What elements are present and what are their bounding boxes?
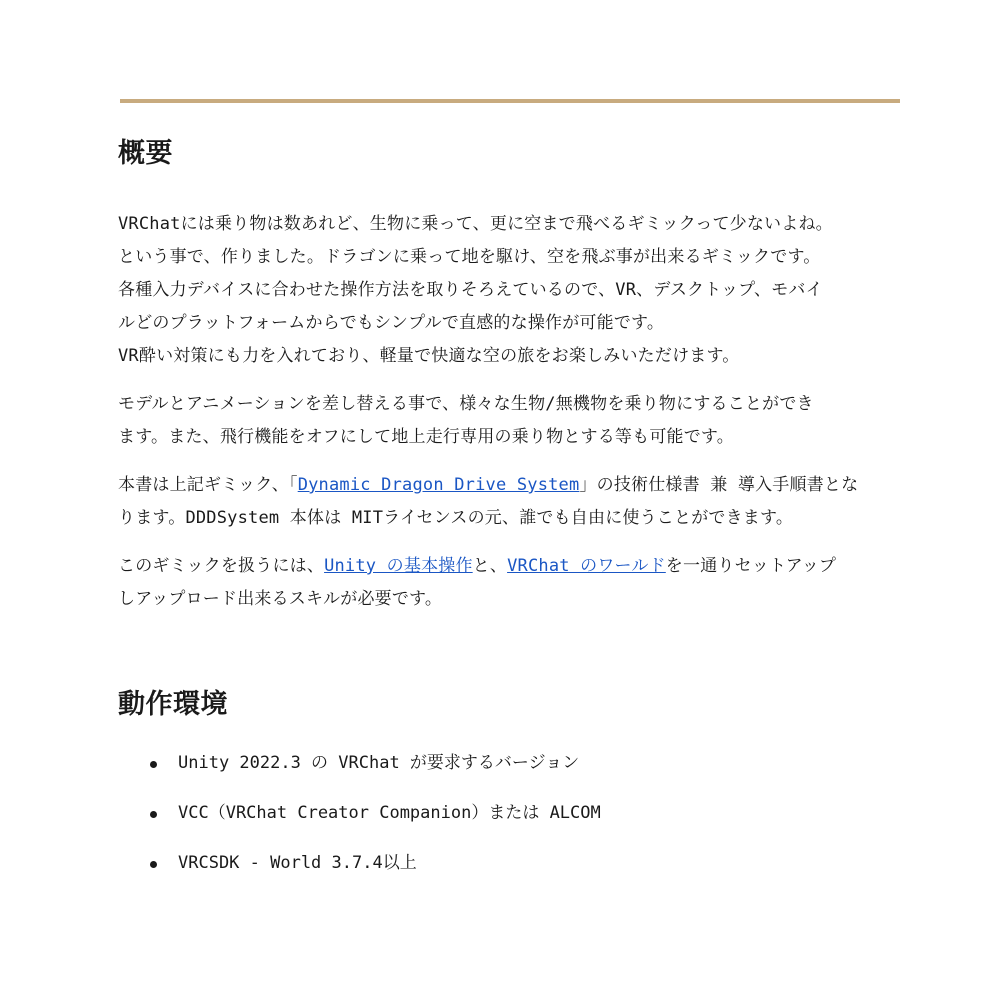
- list-item-text: Unity 2022.3 の VRChat が要求するバージョン: [178, 753, 580, 773]
- section-heading-environment: 動作環境: [118, 689, 228, 720]
- bullet-icon: [150, 761, 157, 768]
- overview-paragraph-2: [118, 388, 878, 454]
- section-heading-overview: 概要: [118, 138, 173, 169]
- paragraph-line: VRChatには乗り物は数あれど、生物に乗って、更に空まで飛べるギミックって少ないよね。: [118, 214, 833, 234]
- paragraph-line: VR酔い対策にも力を入れており、軽量で快適な空の旅をお楽しみいただけます。: [118, 346, 740, 366]
- overview-paragraph-1: [118, 208, 878, 373]
- overview-paragraph-4: [118, 550, 878, 616]
- overview-paragraph-3: [118, 469, 878, 535]
- paragraph-line: [118, 469, 878, 502]
- list-item: [118, 797, 878, 847]
- unity-basics-link[interactable]: Unity の基本操作: [324, 556, 473, 576]
- header-divider: [120, 99, 900, 103]
- list-item-text: VCC（VRChat Creator Companion）または ALCOM: [178, 803, 601, 823]
- environment-list: [118, 747, 878, 897]
- paragraph-line: ます。また、飛行機能をオフにして地上走行専用の乗り物とする等も可能です。: [118, 427, 734, 447]
- text-run: を一通りセットアップ: [665, 556, 837, 576]
- bullet-icon: [150, 811, 157, 818]
- list-item-text: VRCSDK - World 3.7.4以上: [178, 853, 417, 873]
- bullet-icon: [150, 861, 157, 868]
- text-run: 」の技術仕様書 兼 導入手順書とな: [579, 475, 859, 495]
- dynamic-dragon-drive-system-link[interactable]: Dynamic Dragon Drive System: [297, 475, 580, 495]
- paragraph-line: ります。DDDSystem 本体は MITライセンスの元、誰でも自由に使うことができます。: [118, 508, 794, 528]
- paragraph-line: しアップロード出来るスキルが必要です。: [118, 589, 443, 609]
- paragraph-line: モデルとアニメーションを差し替える事で、様々な生物/無機物を乗り物にすることができ: [118, 394, 814, 414]
- paragraph-line: という事で、作りました。ドラゴンに乗って地を駆け、空を飛ぶ事が出来るギミックです。: [118, 247, 821, 267]
- paragraph-line: 各種入力デバイスに合わせた操作方法を取りそろえているので、VR、デスクトップ、モバイ: [118, 280, 823, 300]
- list-item: [118, 747, 878, 797]
- paragraph-line: [118, 550, 878, 583]
- document-content: [118, 132, 878, 897]
- paragraph-line: ルどのプラットフォームからでもシンプルで直感的な操作が可能です。: [118, 313, 665, 333]
- text-run: このギミックを扱うには、: [118, 556, 325, 576]
- vrchat-world-link[interactable]: VRChat のワールド: [507, 556, 666, 576]
- text-run: と、: [472, 556, 508, 576]
- text-run: 本書は上記ギミック、「: [118, 475, 298, 495]
- list-item: [118, 847, 878, 897]
